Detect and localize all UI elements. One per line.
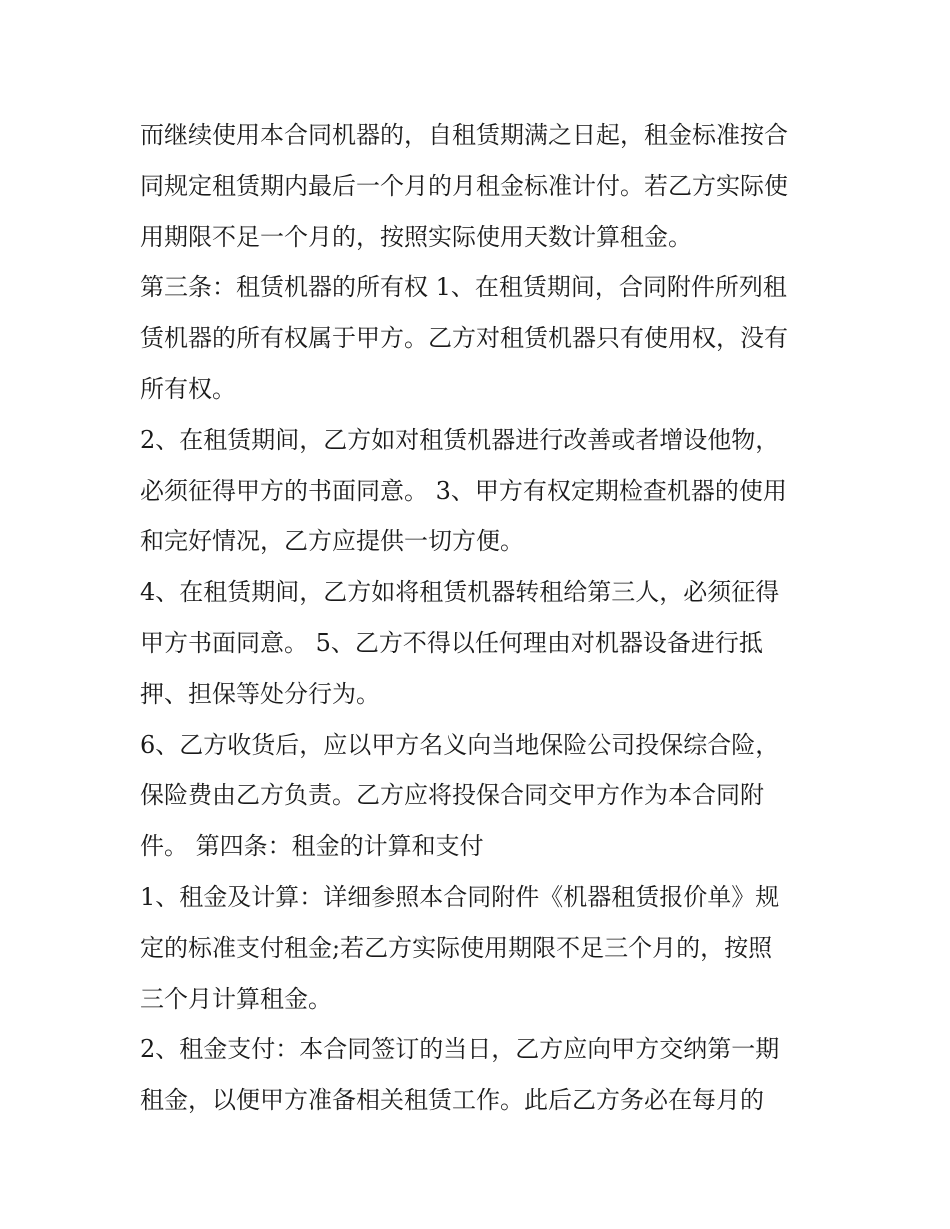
text-line: 同规定租赁期内最后一个月的月租金标准计付。若乙方实际使 (140, 171, 788, 200)
text-line: 2、租金支付：本合同签订的当日，乙方应向甲方交纳第一期 (140, 1035, 780, 1064)
text-line: 甲方书面同意。 5、乙方不得以任何理由对机器设备进行抵 (140, 628, 763, 657)
text-line: 6、乙方收货后，应以甲方名义向当地保险公司投保综合险， (140, 730, 780, 759)
text-line: 1、租金及计算：详细参照本合同附件《机器租赁报价单》规 (140, 882, 780, 911)
text-line: 三个月计算租金。 (140, 984, 332, 1013)
text-line: 2、在租赁期间，乙方如对租赁机器进行改善或者增设他物， (140, 425, 780, 454)
text-line: 定的标准支付租金;若乙方实际使用期限不足三个月的，按照 (140, 933, 773, 962)
text-line: 第三条：租赁机器的所有权 1、在租赁期间，合同附件所列租 (140, 273, 787, 302)
text-line: 租金，以便甲方准备相关租赁工作。此后乙方务必在每月的 (140, 1086, 764, 1115)
text-line: 赁机器的所有权属于甲方。乙方对租赁机器只有使用权，没有 (140, 324, 788, 353)
text-line: 押、担保等处分行为。 (140, 679, 380, 708)
text-line: 而继续使用本合同机器的，自租赁期满之日起，租金标准按合 (140, 121, 788, 149)
text-line: 4、在租赁期间，乙方如将租赁机器转租给第三人，必须征得 (140, 578, 780, 607)
text-line: 和完好情况，乙方应提供一切方便。 (140, 527, 524, 556)
text-line: 件。 第四条：租金的计算和支付 (140, 832, 484, 861)
text-line: 所有权。 (140, 374, 236, 403)
text-line: 用期限不足一个月的，按照实际使用天数计算租金。 (140, 222, 692, 251)
text-line: 保险费由乙方负责。乙方应将投保合同交甲方作为本合同附 (140, 781, 764, 810)
text-line: 必须征得甲方的书面同意。 3、甲方有权定期检查机器的使用 (140, 476, 787, 505)
contract-text (140, 110, 820, 1126)
